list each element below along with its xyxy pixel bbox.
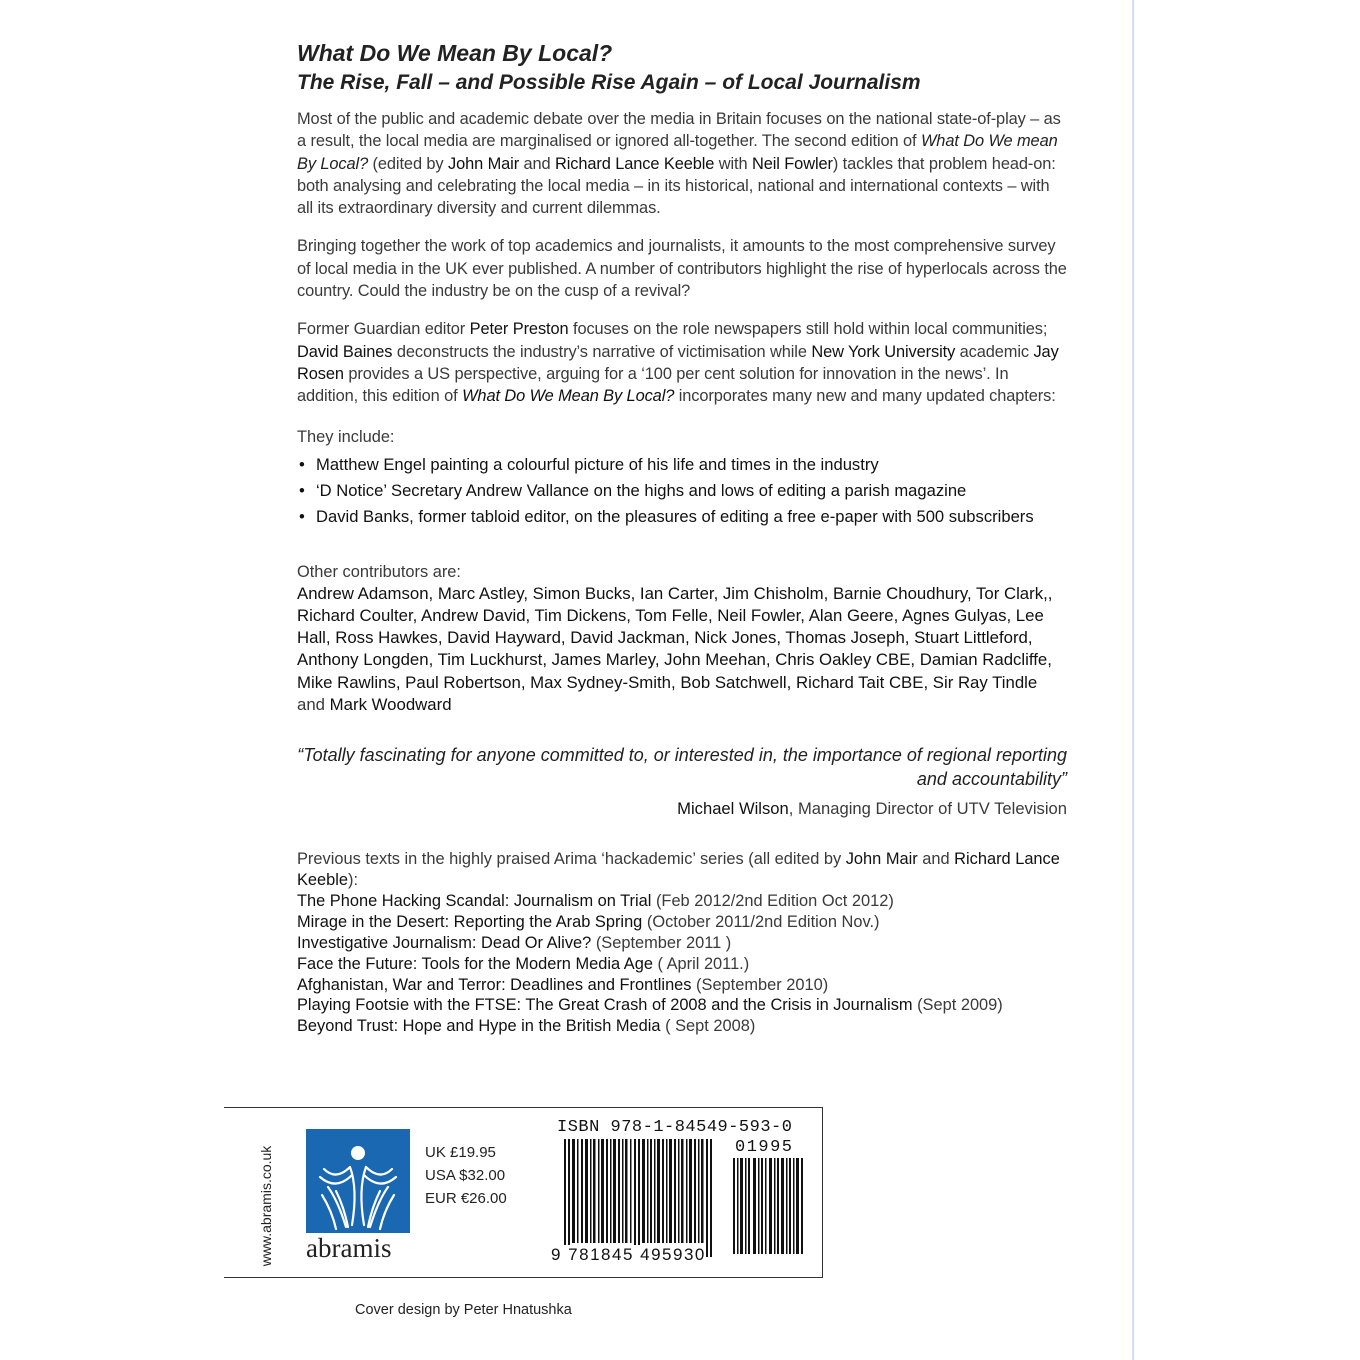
- list-item: Investigative Journalism: Dead Or Alive? (September 2011 ): [297, 933, 732, 952]
- book-title: What Do We Mean By Local?: [297, 40, 613, 66]
- list-item: Playing Footsie with the FTSE: The Great Crash of 2008 and the Crisis in Journalism (Sept 2009): [297, 996, 1003, 1015]
- spine-divider: [1132, 0, 1134, 1360]
- list-item: Mirage in the Desert: Reporting the Arab Spring (October 2011/2nd Edition Nov.): [297, 913, 880, 932]
- intro-paragraph-3: Former Guardian editor Peter Preston focuses on the role newspapers still hold within local communities; David Baines deconstructs the industry’s narrative of victimisation while New York University academic Jay Rosen provides a US perspective, arguing for a ‘100 per cent solution for innovation in the news’. In addition, this edition of What Do We Mean By Local? incorporates many new and many updated chapters:: [297, 320, 1059, 406]
- contributors-list: Andrew Adamson, Marc Astley, Simon Bucks, Ian Carter, Jim Chisholm, Barnie Choudhury, Tor Clark,, Richard Coulter, Andrew David, Tim Dickens, Tom Felle, Neil Fowler, Alan Geere, Agnes Gulyas, Lee Hall, Ross Hawkes, David Hayward, David Jackman, Nick Jones, Thomas Joseph, Stuart Littleford, Anthony Longden, Tim Luckhurst, James Marley, John Meehan, Chris Oakley CBE, Damian Radcliffe, Mike Rawlins, Paul Robertson, Max Sydney-Smith, Bob Satchwell, Richard Tait CBE, Sir Ray Tindle and Mark Woodward: [297, 583, 1053, 715]
- abramis-figure-logo-icon: [306, 1129, 410, 1233]
- includes-list: [297, 454, 1067, 527]
- list-item: • ‘D Notice’ Secretary Andrew Vallance on the highs and lows of editing a parish magazine: [297, 480, 1067, 501]
- addon-barcode: [733, 1158, 805, 1254]
- includes-heading: They include:: [297, 427, 395, 446]
- price-addon-code: 01995: [735, 1138, 794, 1157]
- cover-design-credit: Cover design by Peter Hnatushka: [355, 1302, 572, 1318]
- back-cover-content: [297, 38, 1067, 1037]
- price-uk: UK £19.95: [425, 1144, 496, 1161]
- price-list: [425, 1141, 507, 1210]
- publisher-url: www.abramis.co.uk: [258, 1145, 274, 1267]
- isbn-barcode: [564, 1139, 716, 1257]
- barcode-digits: 9 781845 495930: [551, 1245, 706, 1264]
- price-eur: EUR €26.00: [425, 1190, 507, 1207]
- list-item: The Phone Hacking Scandal: Journalism on Trial (Feb 2012/2nd Edition Oct 2012): [297, 892, 894, 911]
- list-item: • Matthew Engel painting a colourful picture of his life and times in the industry: [297, 454, 1067, 475]
- intro-paragraph-2: Bringing together the work of top academics and journalists, it amounts to the most comprehensive survey of local media in the UK ever published. A number of contributors highlight the rise of hyperlocals across the country. Could the industry be on the cusp of a revival?: [297, 237, 1067, 301]
- contributors-heading: Other contributors are:: [297, 562, 461, 581]
- list-item: Face the Future: Tools for the Modern Media Age ( April 2011.): [297, 954, 750, 973]
- isbn-number: ISBN 978-1-84549-593-0: [557, 1118, 793, 1137]
- previous-texts-intro: Previous texts in the highly praised Arima ‘hackademic’ series (all edited by John Mair and Richard Lance Keeble):: [297, 850, 1060, 890]
- series-list: [297, 891, 1067, 1037]
- quote-attribution: Michael Wilson, Managing Director of UTV Television: [677, 799, 1067, 819]
- list-item: Afghanistan, War and Terror: Deadlines and Frontlines (September 2010): [297, 975, 829, 994]
- book-subtitle: The Rise, Fall – and Possible Rise Again – of Local Journalism: [297, 71, 921, 94]
- price-usa: USA $32.00: [425, 1167, 506, 1184]
- list-item: Beyond Trust: Hope and Hype in the British Media ( Sept 2008): [297, 1017, 756, 1036]
- intro-paragraph-1: Most of the public and academic debate over the media in Britain focuses on the national state-of-play – as a result, the local media are marginalised or ignored all-together. The second edition of What Do We mean By Local? (edited by John Mair and Richard Lance Keeble with Neil Fowler) tackles that problem head-on: both analysing and celebrating the local media – in its historical, national and international contexts – with all its extraordinary diversity and current dilemmas.: [297, 110, 1061, 218]
- endorsement-quote: “Totally fascinating for anyone committed to, or interested in, the importance of regional reporting and accountability”: [297, 745, 1067, 789]
- list-item: • David Banks, former tabloid editor, on the pleasures of editing a free e-paper with 500 subscribers: [297, 506, 1067, 527]
- publisher-name: abramis: [306, 1233, 392, 1263]
